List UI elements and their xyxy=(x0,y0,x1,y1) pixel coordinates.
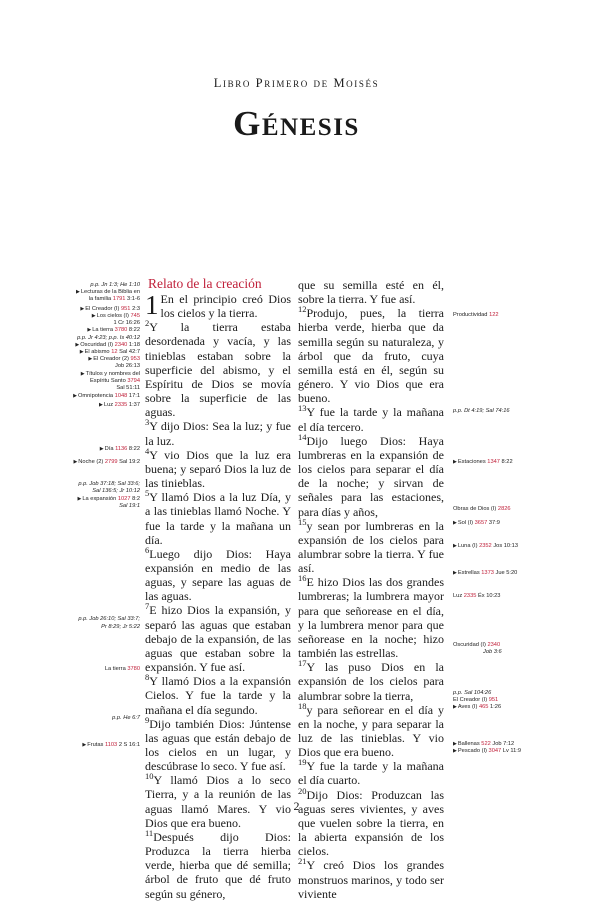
note-reference: Sal 51:11 xyxy=(116,385,140,391)
bullet-triangle-icon: ▶ xyxy=(77,496,82,502)
note-number: 2799 xyxy=(104,459,118,465)
verse-text: que su semilla esté en él, sobre la tierra. Y fue así. xyxy=(298,278,444,307)
cross-reference-note xyxy=(10,371,140,378)
note-reference: 1:18 xyxy=(128,342,140,348)
note-number: 1136 xyxy=(115,446,128,452)
cross-reference-note xyxy=(453,649,502,656)
cross-reference-note xyxy=(10,715,140,722)
note-label: p.p. Job 37:18; Sal 33:6; xyxy=(78,481,140,487)
verse-number: 14 xyxy=(298,431,307,442)
note-number: 951 xyxy=(488,697,499,703)
cross-reference-note xyxy=(453,593,500,600)
note-reference: Sal 42:7 xyxy=(119,349,140,355)
cross-reference-note xyxy=(10,313,140,320)
verse xyxy=(298,858,444,900)
cross-reference-note xyxy=(10,446,140,453)
note-label: p.p. Jn 1:3; He 1:10 xyxy=(90,282,140,288)
bullet-triangle-icon: ▶ xyxy=(80,306,85,312)
cross-reference-note xyxy=(10,342,140,349)
verse xyxy=(145,419,291,447)
bullet-triangle-icon: ▶ xyxy=(80,371,85,377)
bullet-triangle-icon: ▶ xyxy=(88,356,93,362)
verse xyxy=(145,603,291,674)
note-reference: Job 26:13 xyxy=(115,363,140,369)
verse xyxy=(298,759,444,787)
verse-text: En el principio creó Dios los cielos y la tierra. xyxy=(160,292,291,321)
verse xyxy=(298,278,444,306)
verse-text: y para señorear en el día y en la noche, y para separar la luz de las tinieblas. Y vio Dios que era bueno. xyxy=(298,702,444,760)
note-label: El Creador (I) xyxy=(85,306,120,312)
verse xyxy=(145,292,291,320)
note-label: Títulos y nombres del xyxy=(85,371,140,377)
cross-reference-note xyxy=(10,496,140,503)
note-label: El Creador (2) xyxy=(93,356,129,362)
verse-text: Y dijo Dios: Sea la luz; y fue la luz. xyxy=(145,419,291,448)
bullet-triangle-icon: ▶ xyxy=(73,393,77,399)
note-number: 953 xyxy=(130,356,140,362)
note-number: 951 xyxy=(120,306,131,312)
note-reference: 2:3 xyxy=(132,306,140,312)
verse-text: Y la tierra estaba desordenada y vacía, y las tinieblas estaban sobre la superficie del abismo, y el Espíritu de Dios se movía sobre la superficie de las aguas. xyxy=(145,320,291,420)
bullet-triangle-icon: ▶ xyxy=(75,342,80,348)
cross-reference-note xyxy=(10,503,140,510)
note-reference: 8:22 xyxy=(128,327,140,333)
note-reference: 8:2 xyxy=(132,496,140,502)
cross-reference-note xyxy=(10,363,140,370)
note-number: 2340 xyxy=(487,642,501,648)
bullet-triangle-icon: ▶ xyxy=(453,459,457,465)
note-label: Sal 19:1 xyxy=(119,503,140,509)
verse-text: Dijo luego Dios: Haya lumbreras en la expansión de los cielos para separar el día de la noche; y sirvan de señales para las estaciones, para días y años, xyxy=(298,433,444,519)
cross-reference-note xyxy=(453,748,521,755)
note-reference: 1:26 xyxy=(490,704,502,710)
verse xyxy=(298,660,444,702)
note-label: Pescado (I) xyxy=(457,748,487,754)
cross-reference-note xyxy=(453,741,514,748)
verse xyxy=(145,445,291,491)
bullet-triangle-icon: ▶ xyxy=(82,742,87,748)
note-number: 122 xyxy=(489,312,499,318)
verse-text: Dijo también Dios: Júntense las aguas que están debajo de los cielos en un lugar, y descúbrase lo seco. Y fue así. xyxy=(145,716,291,774)
note-label: Pr 8:29; Jr 5:22 xyxy=(101,624,140,630)
note-label: p.p. Dt 4:19; Sal 74:16 xyxy=(453,408,510,414)
cross-reference-note xyxy=(453,520,500,527)
note-number: 522 xyxy=(481,741,491,747)
cross-reference-note xyxy=(10,356,140,363)
cross-reference-note xyxy=(10,320,140,327)
note-reference: 1:37 xyxy=(128,402,140,408)
note-number: 745 xyxy=(130,313,140,319)
note-label: Oscuridad (I) xyxy=(453,642,486,648)
book-subtitle: Libro Primero de Moisés xyxy=(213,76,380,90)
cross-reference-note xyxy=(453,408,510,415)
verse-number: 4 xyxy=(145,445,150,456)
note-label: Luna (I) xyxy=(457,543,478,549)
note-label: Estrellas xyxy=(457,570,480,576)
cross-reference-note xyxy=(10,335,140,342)
bullet-triangle-icon: ▶ xyxy=(99,446,104,452)
cross-reference-note xyxy=(10,488,140,495)
verse-text: y sean por lumbreras en la expansión de los cielos para alumbrar sobre la tierra. Y fue así. xyxy=(298,518,444,576)
verse-number: 3 xyxy=(145,417,150,428)
verse-number: 18 xyxy=(298,700,307,711)
note-label: Espíritu Santo xyxy=(90,378,126,384)
note-reference: 8:22 xyxy=(501,459,513,465)
bullet-triangle-icon: ▶ xyxy=(76,289,80,295)
note-label: La expansión xyxy=(82,496,117,502)
note-reference: Jos 10:13 xyxy=(493,543,518,549)
verse xyxy=(298,700,444,760)
verse xyxy=(145,714,291,774)
verse-text: Y las puso Dios en la expansión de los cielos para alumbrar sobre la tierra, xyxy=(298,660,444,703)
cross-reference-note xyxy=(10,289,140,296)
note-label: Los cielos (I) xyxy=(96,313,129,319)
verse xyxy=(298,306,444,405)
cross-reference-note xyxy=(10,402,140,409)
note-label: p.p. He 6:7 xyxy=(112,715,140,721)
cross-reference-note xyxy=(10,349,140,356)
verse-text: Y fue la tarde y la mañana el día tercero. xyxy=(298,405,444,434)
bullet-triangle-icon: ▶ xyxy=(91,313,96,319)
note-number: 3780 xyxy=(127,666,140,672)
verse-text: Y creó Dios los grandes monstruos marinos, y todo ser viviente xyxy=(298,858,444,901)
verse-text: Después dijo Dios: Produzca la tierra hierba verde, hierba que dé semilla; árbol de fruto que dé fruto según su género, xyxy=(145,829,291,901)
note-number: 1048 xyxy=(114,393,128,399)
verse-number: 17 xyxy=(298,658,307,669)
verse xyxy=(145,320,291,419)
verse-number: 7 xyxy=(145,601,150,612)
verse-number: 9 xyxy=(145,714,150,725)
bullet-triangle-icon: ▶ xyxy=(453,543,457,549)
note-reference: Jue 5:20 xyxy=(495,570,518,576)
note-label: Oscuridad (I) xyxy=(80,342,114,348)
bullet-triangle-icon: ▶ xyxy=(453,748,457,754)
note-label: Estaciones xyxy=(457,459,486,465)
cross-reference-note xyxy=(453,704,501,711)
note-number: 2826 xyxy=(497,506,511,512)
cross-reference-note xyxy=(453,697,498,704)
verse xyxy=(298,516,444,576)
note-reference: 2 S 16:1 xyxy=(118,742,140,748)
note-number: 3794 xyxy=(127,378,140,384)
verse xyxy=(145,490,291,547)
note-label: Noche (2) xyxy=(78,459,104,465)
verse-number: 6 xyxy=(145,544,150,555)
note-label: Luz xyxy=(453,593,463,599)
cross-reference-note xyxy=(453,506,511,513)
bullet-triangle-icon: ▶ xyxy=(453,704,457,710)
note-reference: 17:1 xyxy=(128,393,140,399)
cross-reference-note xyxy=(453,312,499,319)
verse-number: 12 xyxy=(298,304,307,315)
verse-number: 2 xyxy=(145,318,150,329)
verse xyxy=(298,405,444,433)
note-label: Sol (I) xyxy=(457,520,474,526)
note-label: Omnipotencia xyxy=(77,393,114,399)
note-number: 1791 xyxy=(112,296,126,302)
note-reference: Éx 10:23 xyxy=(478,593,501,599)
verse xyxy=(145,827,291,901)
cross-reference-note xyxy=(10,616,140,623)
note-number: 2335 xyxy=(463,593,477,599)
note-reference: Sal 19:2 xyxy=(119,459,140,465)
note-number: 1103 xyxy=(104,742,118,748)
note-number: 1027 xyxy=(117,496,131,502)
cross-reference-note xyxy=(10,296,140,303)
note-label: Productividad xyxy=(453,312,488,318)
verse-text: E hizo Dios las dos grandes lumbreras; la lumbrera mayor para que señorease en el día, y la lumbrera menor para que señorease en la noche; hizo también las estrellas. xyxy=(298,575,444,661)
verse-number: 20 xyxy=(298,785,307,796)
bullet-triangle-icon: ▶ xyxy=(453,741,457,747)
note-number: 3047 xyxy=(488,748,502,754)
cross-reference-note xyxy=(10,742,140,749)
note-number: 1347 xyxy=(487,459,500,465)
bullet-triangle-icon: ▶ xyxy=(73,459,78,465)
cross-reference-note xyxy=(453,570,517,577)
verse-text: Y vio Dios que la luz era buena; y separó Dios la luz de las tinieblas. xyxy=(145,447,291,491)
note-number: 12 xyxy=(111,349,118,355)
verse-number: 11 xyxy=(145,827,154,838)
verse xyxy=(298,431,444,519)
note-label: p.p. Job 26:10; Sal 33:7; xyxy=(78,616,140,622)
verse-text: E hizo Dios la expansión, y separó las aguas que estaban debajo de la expansión, de las aguas que estaban sobre la expansión. Y fue así. xyxy=(145,603,291,675)
cross-reference-note xyxy=(10,306,140,313)
cross-reference-note xyxy=(453,543,518,550)
note-number: 2352 xyxy=(479,543,492,549)
note-number: 3657 xyxy=(474,520,488,526)
note-label: Día xyxy=(104,446,114,452)
note-label: Obras de Dios (I) xyxy=(453,506,497,512)
verse-number: 13 xyxy=(298,403,307,414)
note-number: 1373 xyxy=(481,570,494,576)
note-label: Sal 136:5; Jr 10:12 xyxy=(92,488,140,494)
cross-reference-note xyxy=(10,459,140,466)
note-number: 3780 xyxy=(114,327,128,333)
section-heading: Relato de la creación xyxy=(148,276,262,291)
cross-reference-note xyxy=(10,393,140,400)
cross-reference-note xyxy=(10,378,140,385)
note-reference: 1 Cr 16:26 xyxy=(113,320,140,326)
cross-reference-note xyxy=(10,666,140,673)
note-number: 465 xyxy=(478,704,489,710)
book-title: Génesis xyxy=(233,104,360,143)
verse-number: 15 xyxy=(298,516,307,527)
verse xyxy=(298,575,444,660)
note-label: Frutas xyxy=(87,742,104,748)
note-number: 2335 xyxy=(114,402,128,408)
bullet-triangle-icon: ▶ xyxy=(453,520,457,526)
note-label: La tierra xyxy=(104,666,126,672)
note-label: Luz xyxy=(103,402,114,408)
verse-text: Luego dijo Dios: Haya expansión en medio de las aguas, y separe las aguas de las aguas. xyxy=(145,546,291,604)
note-reference: 8:22 xyxy=(128,446,140,452)
note-reference: 37:9 xyxy=(488,520,500,526)
note-label: la familia xyxy=(88,296,112,302)
bullet-triangle-icon: ▶ xyxy=(453,570,457,576)
note-reference: 3:1-6 xyxy=(127,296,140,302)
note-label: Lecturas de la Biblia en xyxy=(80,289,140,295)
verse-text: Produjo, pues, la tierra hierba verde, hierba que da semilla según su naturaleza, y árbol que da fruto, cuya semilla está en él, según su género. Y vio Dios que era bueno. xyxy=(298,306,444,406)
cross-reference-note xyxy=(10,282,140,289)
verse-text: Y llamó Dios a la expansión Cielos. Y fue la tarde y la mañana el día segundo. xyxy=(145,674,291,717)
cross-reference-note xyxy=(10,481,140,488)
bullet-triangle-icon: ▶ xyxy=(87,327,92,333)
verse-number: 19 xyxy=(298,757,307,768)
note-number: 2340 xyxy=(114,342,128,348)
chapter-number: 1 xyxy=(145,290,159,320)
verse-number: 10 xyxy=(145,771,154,782)
bullet-triangle-icon: ▶ xyxy=(79,349,84,355)
cross-reference-note xyxy=(453,642,500,649)
note-label: El abismo xyxy=(84,349,110,355)
cross-reference-note xyxy=(453,690,491,697)
page-number: 2 xyxy=(293,799,300,813)
note-label: Job 3:6 xyxy=(483,649,502,655)
cross-reference-note xyxy=(453,459,513,466)
verse-text: Y fue la tarde y la mañana el día cuarto. xyxy=(298,759,444,788)
verse-number: 5 xyxy=(145,488,150,499)
note-label: La tierra xyxy=(92,327,114,333)
bullet-triangle-icon: ▶ xyxy=(99,402,103,408)
verse xyxy=(145,674,291,716)
note-label: Ballenas xyxy=(457,741,480,747)
note-reference: Lv 11:9 xyxy=(502,748,522,754)
verse-number: 16 xyxy=(298,573,307,584)
note-reference: Job 7:12 xyxy=(492,741,515,747)
verse-text: Y llamó Dios a la luz Día, y a las tinieblas llamó Noche. Y fue la tarde y la mañana un día. xyxy=(145,490,291,547)
verse-number: 8 xyxy=(145,672,150,683)
cross-reference-note xyxy=(10,327,140,334)
verse-number: 21 xyxy=(298,856,307,867)
verse xyxy=(145,544,291,604)
cross-reference-note xyxy=(10,624,140,631)
cross-reference-note xyxy=(10,385,140,392)
verse-text: Dijo Dios: Produzcan las aguas seres vivientes, y aves que vuelen sobre la tierra, en la abierta expansión de los cielos. xyxy=(298,787,444,859)
note-label: El Creador (I) xyxy=(453,697,488,703)
note-label: Aves (I) xyxy=(457,704,478,710)
verse-text: Y llamó Dios a lo seco Tierra, y a la reunión de las aguas llamó Mares. Y vio Dios que era bueno. xyxy=(145,773,291,830)
note-label: p.p. Sal 104:26 xyxy=(453,690,492,696)
note-label: p.p. Jr 4:23; p.p. Is 40:12 xyxy=(77,335,140,341)
